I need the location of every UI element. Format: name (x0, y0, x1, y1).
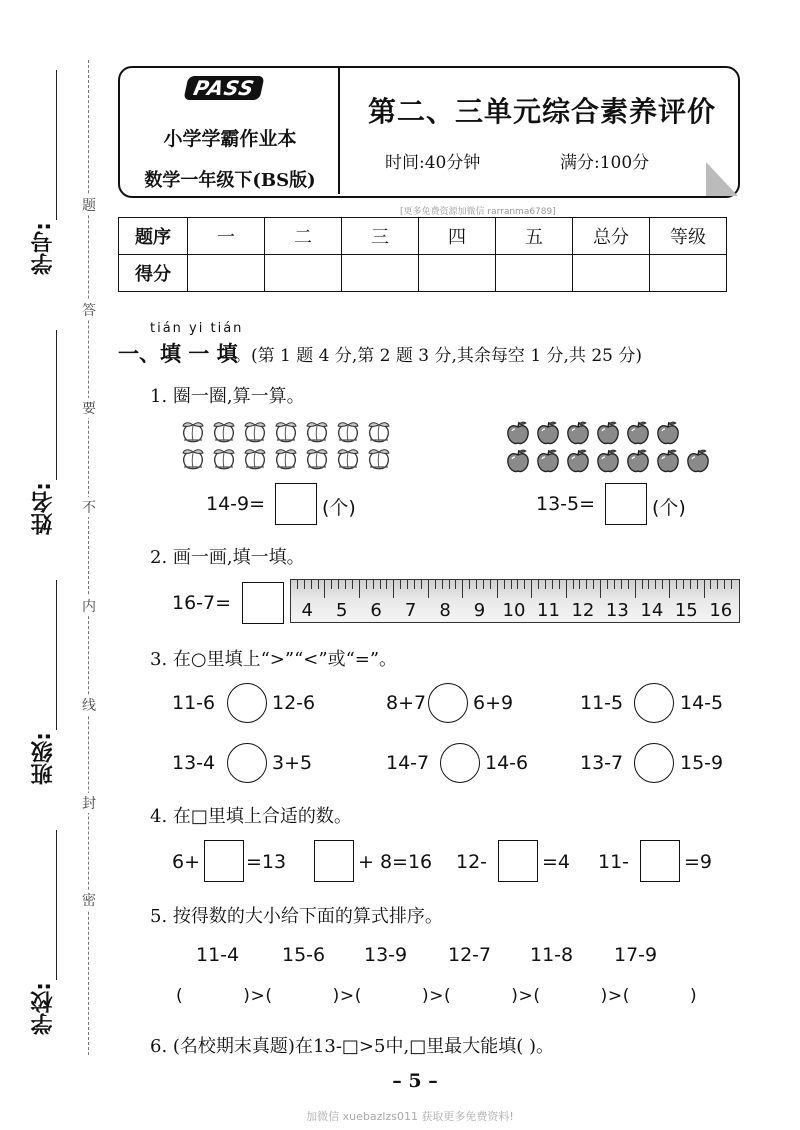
ruler-minor-tick (628, 580, 629, 589)
seal-char: 不 (80, 497, 98, 517)
fill-box[interactable] (314, 840, 354, 882)
ruler-tick (428, 580, 429, 598)
peach-icon[interactable] (273, 420, 299, 444)
table-row (119, 255, 727, 292)
ruler-tick (462, 580, 463, 598)
fill-prefix: 11- (598, 851, 630, 873)
compare-circle[interactable] (227, 743, 267, 783)
ruler-minor-tick (366, 580, 367, 589)
ruler-minor-tick (345, 580, 346, 589)
ruler-minor-tick (524, 580, 525, 589)
apple-icon[interactable] (595, 448, 621, 474)
sort-expr: 15-6 (282, 944, 326, 966)
ruler-number: 9 (473, 600, 486, 621)
compare-circle[interactable] (428, 683, 468, 723)
exam-title: 第二、三单元综合素养评价 (367, 95, 716, 128)
table-row (119, 218, 727, 255)
ruler-minor-tick (676, 580, 677, 589)
ruler-tick (324, 580, 325, 598)
q5-title: 5. 按得数的大小给下面的算式排序。 (150, 906, 443, 927)
apple-icon[interactable] (535, 448, 561, 474)
ruler-minor-tick (545, 580, 546, 589)
peach-icon[interactable] (304, 420, 330, 444)
ruler-tick (359, 580, 360, 598)
peach-icon[interactable] (335, 447, 361, 471)
ruler-number: 7 (404, 600, 417, 621)
compare-left: 11-6 (172, 692, 216, 714)
ruler-minor-tick (621, 580, 622, 589)
ruler-minor-tick (421, 580, 422, 589)
apple-icon[interactable] (595, 420, 621, 446)
name-label: 姓名: (31, 482, 56, 535)
peach-icon[interactable] (242, 447, 268, 471)
table-cell: 二 (265, 218, 342, 255)
ruler-number: 12 (571, 600, 595, 621)
fill-suffix: =9 (684, 851, 713, 873)
ruler-minor-tick (697, 580, 698, 589)
exam-full-score: 满分:100分 (560, 153, 650, 173)
peach-icon[interactable] (273, 447, 299, 471)
peach-icon[interactable] (335, 420, 361, 444)
seal-char: 封 (80, 793, 98, 813)
book-subtitle: 数学一年级下(BS版) (144, 170, 316, 191)
score-input-cell[interactable] (650, 255, 727, 292)
fill-box[interactable] (640, 840, 680, 882)
sort-expr: 11-8 (530, 944, 574, 966)
page-number: – 5 – (392, 1070, 438, 1092)
ruler-minor-tick (297, 580, 298, 589)
q1-right-unit: (个) (652, 497, 686, 519)
fill-suffix: =4 (542, 851, 571, 873)
ruler-tick (393, 580, 394, 598)
ruler-minor-tick (304, 580, 305, 589)
ruler-tick (600, 580, 601, 598)
ruler-minor-tick (552, 580, 553, 589)
ruler-tick (704, 580, 705, 598)
ruler-number: 10 (502, 600, 526, 621)
table-cell: 得分 (119, 255, 188, 292)
peach-icon[interactable] (242, 420, 268, 444)
ruler-minor-tick (352, 580, 353, 589)
seal-char: 要 (80, 398, 98, 418)
name-line (56, 330, 57, 480)
fill-suffix: + 8=16 (358, 851, 433, 873)
ruler-minor-tick (386, 580, 387, 589)
ruler-number: 15 (674, 600, 698, 621)
ruler-number: 4 (301, 600, 313, 621)
apple-icon[interactable] (655, 448, 681, 474)
q1-left-unit: (个) (322, 497, 356, 519)
compare-left: 13-4 (172, 752, 216, 774)
ruler-minor-tick (338, 580, 339, 589)
student-id-line (56, 70, 57, 220)
ruler-minor-tick (455, 580, 456, 589)
fill-box[interactable] (498, 840, 538, 882)
table-cell: 题序 (119, 218, 188, 255)
peach-icon[interactable] (211, 420, 237, 444)
apple-icon[interactable] (655, 420, 681, 446)
ruler-minor-tick (559, 580, 560, 589)
ruler-minor-tick (662, 580, 663, 589)
ruler-minor-tick (407, 580, 408, 589)
footer-watermark: 加微信 xuebazlzs011 获取更多免费资料! (306, 1110, 514, 1123)
fill-prefix: 12- (456, 851, 488, 873)
q2-expr: 16-7= (172, 592, 232, 614)
peach-icon[interactable] (211, 447, 237, 471)
school-label: 学校: (31, 982, 56, 1035)
score-input-cell[interactable] (188, 255, 265, 292)
ruler-minor-tick (311, 580, 312, 589)
ruler-minor-tick (435, 580, 436, 589)
apple-icon[interactable] (565, 448, 591, 474)
table-cell: 四 (419, 218, 496, 255)
score-table (118, 217, 727, 292)
compare-right: 14-5 (680, 692, 724, 714)
seal-char: 题 (80, 195, 98, 215)
section-title: 一、填 一 填 (118, 341, 238, 366)
ruler-tick (669, 580, 670, 598)
ruler-minor-tick (614, 580, 615, 589)
ruler-minor-tick (511, 580, 512, 589)
score-input-cell[interactable] (265, 255, 342, 292)
ruler-tick (531, 580, 532, 598)
ruler-tick (635, 580, 636, 598)
header-divider (338, 66, 340, 194)
ruler-number: 8 (439, 600, 451, 621)
ruler-minor-tick (683, 580, 684, 589)
table-cell: 三 (342, 218, 419, 255)
seal-char: 线 (80, 695, 98, 715)
ruler-number: 5 (335, 600, 348, 621)
ruler-minor-tick (731, 580, 732, 589)
ruler-number: 14 (640, 600, 664, 621)
ruler-minor-tick (490, 580, 491, 589)
class-label: 班级: (31, 732, 56, 785)
apple-icon[interactable] (565, 420, 591, 446)
compare-left: 11-5 (580, 692, 624, 714)
fill-prefix: 6+ (172, 851, 201, 873)
sort-expr: 13-9 (364, 944, 408, 966)
q2-title: 2. 画一画,填一填。 (150, 547, 305, 568)
fill-box[interactable] (204, 840, 244, 882)
seal-char: 答 (80, 300, 98, 320)
q4-title: 4. 在□里填上合适的数。 (150, 806, 352, 827)
compare-circle[interactable] (634, 743, 674, 783)
seal-char: 内 (80, 596, 98, 616)
ruler-minor-tick (648, 580, 649, 589)
compare-right: 6+9 (473, 692, 514, 714)
table-cell: 一 (188, 218, 265, 255)
apple-icon[interactable] (505, 420, 531, 446)
peach-icon[interactable] (366, 420, 392, 444)
exam-time: 时间:40分钟 (385, 153, 481, 173)
ruler-minor-tick (483, 580, 484, 589)
q1-title: 1. 圈一圈,算一算。 (150, 386, 305, 407)
apple-icon[interactable] (625, 420, 651, 446)
q1-right-expr: 13-5= (536, 493, 596, 515)
student-id-label: 学号: (31, 222, 56, 275)
ruler-minor-tick (690, 580, 691, 589)
q1-right-answer-box[interactable] (605, 483, 647, 525)
ruler-minor-tick (414, 580, 415, 589)
page-curl-corner (706, 162, 738, 196)
seal-char: 密 (80, 890, 98, 910)
section-note: 。(第 1 题 4 分,第 2 题 3 分,其余每空 1 分,共 25 分) (234, 346, 643, 366)
apple-icon[interactable] (535, 420, 561, 446)
table-cell: 五 (496, 218, 573, 255)
q1-left-answer-box[interactable] (275, 483, 317, 525)
sort-expr: 12-7 (448, 944, 492, 966)
peach-icon[interactable] (304, 447, 330, 471)
school-line (56, 830, 57, 980)
ruler-minor-tick (573, 580, 574, 589)
ruler-minor-tick (517, 580, 518, 589)
ruler-minor-tick (476, 580, 477, 589)
ruler-minor-tick (586, 580, 587, 589)
sort-expr: 17-9 (614, 944, 658, 966)
book-title: 小学学霸作业本 (163, 128, 297, 150)
class-line (56, 580, 57, 730)
ruler-number: 13 (605, 600, 629, 621)
compare-circle[interactable] (227, 683, 267, 723)
score-input-cell[interactable] (496, 255, 573, 292)
ruler-minor-tick (655, 580, 656, 589)
compare-right: 15-9 (680, 752, 724, 774)
table-cell: 等级 (650, 218, 727, 255)
ruler-minor-tick (717, 580, 718, 589)
sort-expr: 11-4 (196, 944, 240, 966)
ruler-tick (497, 580, 498, 598)
compare-right: 14-6 (485, 752, 529, 774)
compare-right: 12-6 (272, 692, 316, 714)
peach-icon[interactable] (180, 447, 206, 471)
ruler-minor-tick (318, 580, 319, 589)
score-input-cell[interactable] (342, 255, 419, 292)
q2-answer-box[interactable] (242, 582, 284, 624)
compare-left: 13-7 (580, 752, 624, 774)
peach-icon[interactable] (366, 447, 392, 471)
fill-suffix: =13 (246, 851, 287, 873)
ruler-number: 16 (709, 600, 733, 621)
ruler-minor-tick (642, 580, 643, 589)
ruler-minor-tick (469, 580, 470, 589)
pass-logo: PASS (183, 76, 265, 100)
ruler-tick (566, 580, 567, 598)
compare-left: 14-7 (386, 752, 430, 774)
top-watermark: [更多免费资源加微信 rarranma6789] (400, 207, 556, 217)
ruler-minor-tick (331, 580, 332, 589)
ruler-minor-tick (607, 580, 608, 589)
ruler-minor-tick (579, 580, 580, 589)
apple-icon[interactable] (685, 448, 711, 474)
q6-title: 6. (名校期末真题)在13-□>5中,□里最大能填( )。 (150, 1036, 554, 1057)
score-input-cell[interactable] (419, 255, 496, 292)
ruler-minor-tick (380, 580, 381, 589)
section-pinyin: tián yi tián (150, 321, 244, 336)
table-cell: 总分 (573, 218, 650, 255)
peach-icon[interactable] (180, 420, 206, 444)
ruler-minor-tick (593, 580, 594, 589)
ruler-minor-tick (538, 580, 539, 589)
ruler-minor-tick (400, 580, 401, 589)
ruler-minor-tick (724, 580, 725, 589)
compare-circle[interactable] (634, 683, 674, 723)
compare-circle[interactable] (440, 743, 480, 783)
ruler-number: 11 (537, 600, 560, 621)
ruler-minor-tick (442, 580, 443, 589)
compare-right: 3+5 (272, 752, 313, 774)
ruler-minor-tick (373, 580, 374, 589)
ruler-tick (290, 580, 291, 598)
score-input-cell[interactable] (573, 255, 650, 292)
q3-title: 3. 在○里填上“>”“<”或“=”。 (150, 649, 398, 670)
ruler-number: 6 (370, 600, 382, 621)
apple-icon[interactable] (625, 448, 651, 474)
ruler-minor-tick (504, 580, 505, 589)
ruler-minor-tick (710, 580, 711, 589)
sort-answer-line[interactable]: ( )>( )>( )>( )>( )>( ) (176, 986, 698, 1006)
compare-left: 8+7 (386, 692, 427, 714)
q1-left-expr: 14-9= (206, 493, 266, 515)
apple-icon[interactable] (505, 448, 531, 474)
ruler-minor-tick (449, 580, 450, 589)
